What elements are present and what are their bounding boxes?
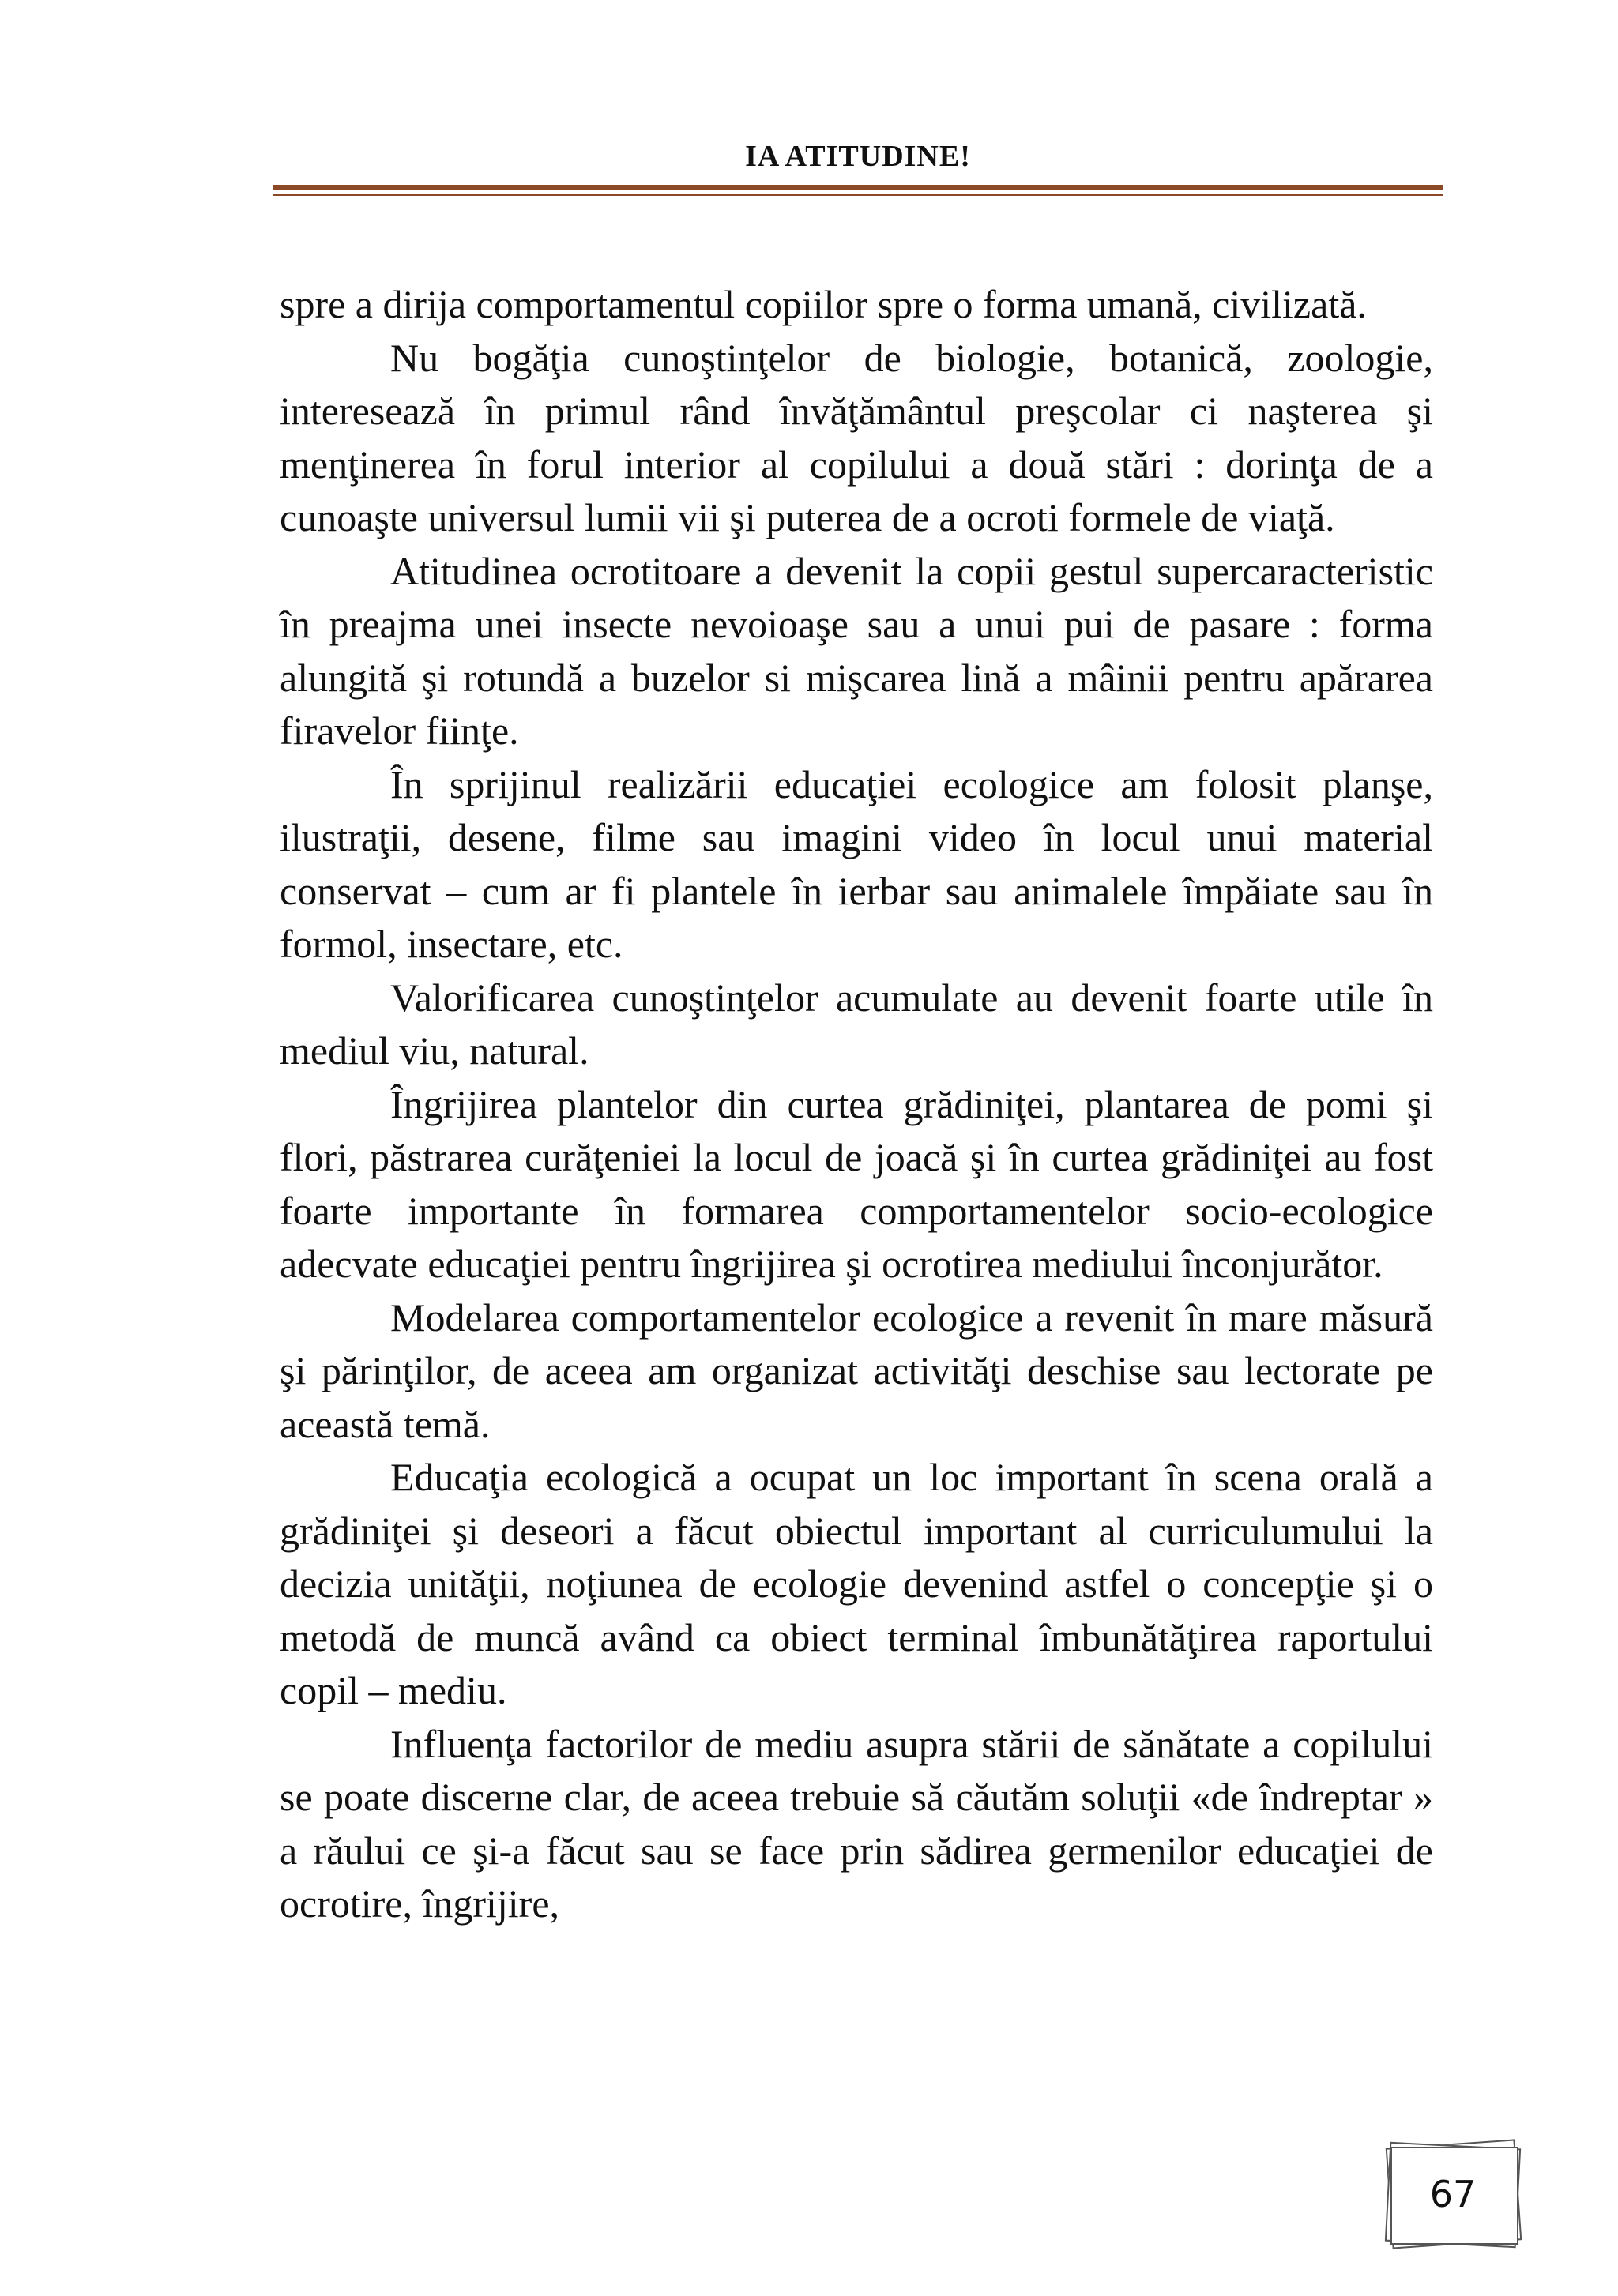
running-header: IA ATITUDINE!: [745, 140, 971, 173]
paragraph: Atitudinea ocrotitoare a devenit la copii gestul supercaracteristic în preajma unei insecte nevoioaşe sau a unui pui de pasare : forma alungită şi rotundă a buzelor si mişcarea lină a mâinii pentru apărarea firavelor fiinţe.: [280, 548, 1433, 753]
paragraph: Educaţia ecologică a ocupat un loc important în scena orală a grădiniţei şi deseori a făcut obiectul important al curriculumului la decizia unităţii, noţiunea de ecologie devenind astfel o concepţie şi o metodă de muncă având ca obiect terminal îmbunătăţirea raportului copil – mediu.: [280, 1455, 1433, 1712]
page-number-badge: [1381, 2139, 1526, 2249]
page-number: 67: [1429, 2173, 1477, 2215]
paragraph: Influenţa factorilor de mediu asupra stării de sănătate a copilului se poate discerne clar, de aceea trebuie să căutăm soluţii «de îndreptar » a răului ce şi-a făcut sau se face prin sădirea germenilor educaţiei de ocrotire, îngrijire,: [280, 1721, 1433, 1926]
paragraph: Îngrijirea plantelor din curtea grădiniţei, plantarea de pomi şi flori, păstrarea curăţeniei la locul de joacă şi în curtea grădiniţei au fost foarte importante în formarea comportamentelor socio-ecologice adecvate educaţiei pentru îngrijirea şi ocrotirea mediului înconjurător.: [280, 1081, 1433, 1286]
header-rule-thin: [273, 194, 1443, 196]
paragraph: Valorificarea cunoştinţelor acumulate au devenit foarte utile în mediul viu, natural.: [280, 975, 1433, 1073]
paragraph: Nu bogăţia cunoştinţelor de biologie, botanică, zoologie, interesează în primul rând învăţământul preşcolar ci naşterea şi menţinerea în forul interior al copilului a două stări : dorinţa de a cunoaşte universul lumii vii şi puterea de a ocroti formele de viaţă.: [280, 335, 1433, 539]
body-text: [280, 278, 1433, 1931]
paragraph: spre a dirija comportamentul copiilor spre o forma umană, civilizată.: [280, 282, 1367, 326]
paragraph: În sprijinul realizării educaţiei ecologice am folosit planşe, ilustraţii, desene, filme sau imagini video în locul unui material conservat – cum ar fi plantele în ierbar sau animalele împăiate sau în formol, insectare, etc.: [280, 761, 1433, 966]
header-rule-thick: [273, 185, 1443, 190]
paragraph: Modelarea comportamentelor ecologice a revenit în mare măsură şi părinţilor, de aceea am organizat activităţi deschise sau lectorate pe această temă.: [280, 1295, 1433, 1446]
